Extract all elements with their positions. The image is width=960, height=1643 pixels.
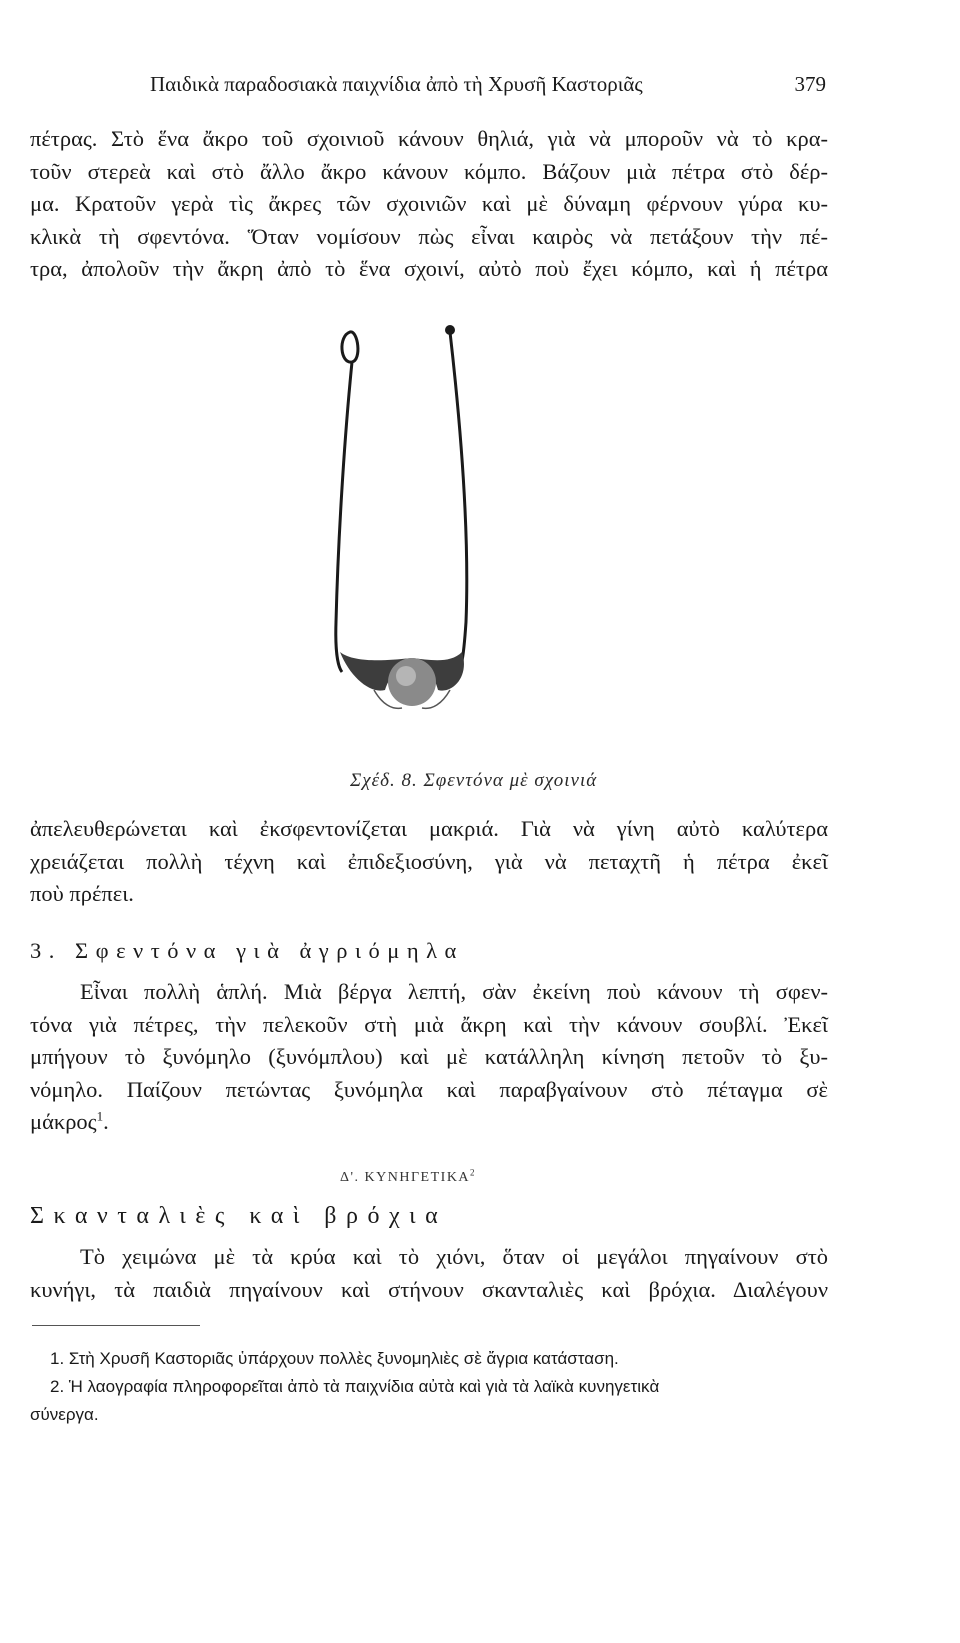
text-line: Εἶναι πολλὴ ἁπλή. Μιὰ βέργα λεπτή, σὰν ἐκείνη ποὺ κάνουν τὴ σφεν- [80, 979, 828, 1004]
subsection-heading: Σκανταλιὲς καὶ βρόχια [30, 1203, 448, 1229]
paragraph [30, 976, 828, 1139]
page-number: 379 [794, 72, 826, 96]
text-line: τρα, ἀπολοῦν τὴν ἄκρη ἀπὸ τὸ ἕνα σχοινί, αὐτὸ ποὺ ἔχει κόμπο, καὶ ἡ πέτρα [30, 256, 828, 281]
text-line: τόνα γιὰ πέτρες, τὴν πελεκοῦν στὴ μιὰ ἄκρη καὶ τὴν κάνουν σουβλί. Ἐκεῖ [30, 1011, 828, 1037]
paragraph [30, 813, 828, 911]
text-line: μα. Κρατοῦν γερὰ τὶς ἄκρες τῶν σχοινιῶν καὶ μὲ δύναμη φέρνουν γύρα κυ- [30, 191, 828, 216]
text-line: μπήγουν τὸ ξυνόμηλο (ξυνόμπλου) καὶ μὲ κατάλληλη κίνηση πετοῦν τὸ ξυ- [30, 1044, 828, 1069]
footnote-2: 2. Ἡ λαογραφία πληροφορεῖται ἀπὸ τὰ παιχνίδια αὐτὰ καὶ γιὰ τὰ λαϊκὰ κυνηγετικὰ [50, 1377, 660, 1396]
paragraph-continuation [30, 123, 828, 286]
footnote-2-continued: σύνεργα. [30, 1405, 99, 1424]
text-line: κυνήγι, τὰ παιδιὰ πηγαίνουν καὶ στήνουν σκανταλιὲς καὶ βρόχια. Διαλέγουν [30, 1276, 828, 1302]
running-header [0, 72, 960, 102]
running-title: Παιδικὰ παραδοσιακὰ παιχνίδια ἀπὸ τὴ Χρυσῆ Καστοριᾶς [150, 72, 643, 96]
footnotes [30, 1345, 830, 1429]
chapter-section-title [340, 1167, 477, 1186]
text-fragment: μάκρος [30, 1109, 97, 1134]
footnote-marker: 2 [470, 1167, 477, 1178]
text-line: ἀπελευθερώνεται καὶ ἐκσφεντονίζεται μακριά. Γιὰ νὰ γίνη αὐτὸ καλύτερα [30, 816, 828, 841]
sling-illustration [330, 322, 500, 732]
footnote-1: 1. Στὴ Χρυσῆ Καστοριᾶς ὑπάρχουν πολλὲς ξυνομηλιὲς σὲ ἄγρια κατάσταση. [50, 1349, 619, 1368]
text-fragment: . [103, 1109, 109, 1134]
text-line: κλικὰ τὴ σφεντόνα. Ὅταν νομίσουν πὼς εἶναι καιρὸς νὰ πετάξουν τὴν πέ- [30, 223, 828, 249]
footnote-marker: 1 [96, 1108, 104, 1124]
section-heading: 3. Σφεντόνα γιὰ ἀγριόμηλα [30, 938, 464, 963]
text-line: ποὺ πρέπει. [30, 881, 134, 906]
text-line: τοῦν στερεὰ καὶ στὸ ἄλλο ἄκρο κάνουν κόμπο. Βάζουν μιὰ πέτρα στὸ δέρ- [30, 158, 828, 184]
text-line: Τὸ χειμώνα μὲ τὰ κρύα καὶ τὸ χιόνι, ὅταν οἱ μεγάλοι πηγαίνουν στὸ [80, 1244, 828, 1269]
footnote-divider [32, 1325, 200, 1326]
text-line-final [30, 1106, 828, 1139]
text-line: χρειάζεται πολλὴ τέχνη καὶ ἐπιδεξιοσύνη, γιὰ νὰ πεταχτῆ ἡ πέτρα ἐκεῖ [30, 848, 828, 874]
figure-caption: Σχέδ. 8. Σφεντόνα μὲ σχοινιά [350, 770, 598, 791]
section-title-text: Δ'. ΚΥΝΗΓΕΤΙΚΑ [340, 1170, 471, 1185]
text-line: πέτρας. Στὸ ἕνα ἄκρο τοῦ σχοινιοῦ κάνουν θηλιά, γιὰ νὰ μποροῦν νὰ τὸ κρα- [30, 126, 828, 151]
text-line: νόμηλο. Παίζουν πετώντας ξυνόμηλα καὶ παραβγαίνουν στὸ πέταγμα σὲ [30, 1076, 828, 1102]
paragraph [30, 1241, 828, 1306]
sling-drawing [330, 322, 500, 732]
